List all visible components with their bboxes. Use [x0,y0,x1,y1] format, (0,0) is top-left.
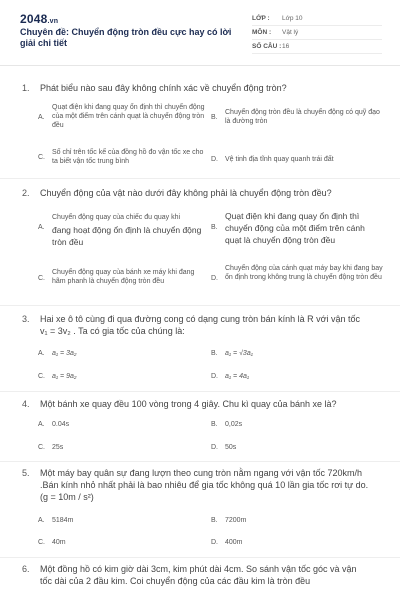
question-number: 3. [22,314,30,324]
option-5d[interactable] [211,538,381,550]
meta-key: SỐ CÂU : [252,43,282,50]
question-number: 2. [22,188,30,198]
option-text: a₁ = 4a₁ [225,373,250,380]
option-letter: D. [211,156,218,163]
option-letter: C. [38,154,45,161]
question-number: 6. [22,564,30,574]
option-letter: B. [211,421,218,428]
option-text: Chuyển động quay của bánh xe máy khi đang hãm phanh là chuyển động tròn đều [52,269,195,285]
question-5 [22,467,380,503]
question-divider [0,391,400,392]
document-header [0,0,400,66]
option-text: 400m [225,539,243,546]
option-letter: C. [38,275,45,282]
option-letter: D. [211,275,218,282]
question-6 [22,563,380,587]
option-text: 25s [52,444,64,451]
question-text-cont: .Bán kính nhỏ nhất phải là bao nhiêu để gia tốc không quá 10 lần gia tốc rơi tự do. [40,480,369,490]
option-letter: A. [38,517,45,524]
question-stem: Một bánh xe quay đều 100 vòng trong 4 giây. Chu kì quay của bánh xe là? [40,399,337,409]
question-text [22,563,380,575]
question-stem: Một máy bay quân sự đang lượn theo cung tròn nằm ngang với vận tốc 720km/h [40,468,363,478]
meta-key: MÔN : [252,29,272,36]
option-5a[interactable] [38,516,208,528]
question-4 [22,398,380,410]
question-divider [0,305,400,306]
option-letter: A. [38,114,45,121]
option-4c[interactable] [38,443,208,455]
option-2c[interactable] [38,268,208,290]
option-3d[interactable] [211,372,381,384]
option-1a[interactable] [38,103,208,133]
option-text: Số chỉ trên tốc kế của đồng hồ đo vận tốc xe cho ta biết vận tốc trung bình [52,149,204,165]
option-letter: B. [211,517,218,524]
question-stem: Hai xe ô tô cùng đi qua đường cong có dạng cung tròn bán kính là R với vận tốc [40,314,361,324]
option-4a[interactable] [38,420,208,432]
option-text: 0,02s [225,421,243,428]
option-text: Chuyển động tròn đều là chuyển động có quỹ đạo là đường tròn [225,109,380,125]
option-text: 50s [225,444,237,451]
logo-suffix: .vn [47,18,59,25]
option-text: Vệ tinh địa tĩnh quay quanh trái đất [225,156,334,163]
option-letter: C. [38,539,45,546]
question-divider [0,557,400,558]
option-2b[interactable] [211,210,383,248]
option-2d[interactable] [211,264,383,294]
meta-row-subject [252,26,382,40]
option-4d[interactable] [211,443,381,455]
option-3a[interactable] [38,349,208,361]
option-text: Quạt điện khi đang quay ổn định thì chuyển động của một điểm trên cánh quạt là chuyển động tròn đều [52,104,205,129]
option-3c[interactable] [38,372,208,384]
option-5c[interactable] [38,538,208,550]
option-text: a₁ = √3a₁ [225,350,253,357]
question-number: 1. [22,83,30,93]
option-4b[interactable] [211,420,381,432]
question-stem: Một đồng hồ có kim giờ dài 3cm, kim phút dài 4cm. So sánh vận tốc góc và vận [40,564,357,574]
question-text [22,467,380,479]
option-letter: A. [38,350,45,357]
question-divider [0,178,400,179]
question-2 [22,187,380,199]
meta-row-count [252,40,382,54]
question-stem: Phát biểu nào sau đây không chính xác về chuyển động tròn? [40,83,287,93]
question-text-cont: tốc dài của 2 đầu kim. Coi chuyển động của các đầu kim là tròn đều [40,576,311,586]
option-3b[interactable] [211,349,381,361]
option-text: a₁ = 3a₂ [52,350,77,357]
question-text [22,187,380,199]
option-1c[interactable] [38,148,208,170]
option-2a[interactable] [38,210,210,248]
option-letter: A. [38,421,45,428]
option-letter: B. [211,114,218,121]
question-text-cont: v₁ = 3v₂ . Ta có gia tốc của chúng là: [40,326,185,336]
option-letter: A. [38,224,45,231]
option-text-mixed: Chuyển động quay của chiếc đu quay khi đang hoạt động ổn định là chuyển động tròn đều [52,214,202,247]
option-letter: B. [211,350,218,357]
question-1 [22,82,380,94]
option-text: Quạt điện khi đang quay ổn định thì chuyển động của một điểm trên cánh quạt là chuyển động tròn đều [225,211,365,245]
question-text-formula: (g = 10m / s²) [40,492,94,502]
option-letter: D. [211,373,218,380]
page-title: Chuyên đề: Chuyển động tròn đều cực hay có lời giải chi tiết [20,27,232,48]
question-text [22,313,380,325]
meta-table [252,12,382,54]
meta-value: Lớp 10 [282,15,303,22]
question-text [22,398,380,410]
option-letter: D. [211,444,218,451]
option-letter: B. [211,224,218,231]
meta-value: 16 [282,43,290,50]
option-letter: C. [38,373,45,380]
option-text: 7200m [225,517,247,524]
option-text: Chuyển động của cánh quạt máy bay khi đang bay ổn định trong không trung là chuyển động tròn đều [225,265,383,281]
question-number: 5. [22,468,30,478]
option-text: 5184m [52,517,74,524]
meta-value: Vật lý [282,29,299,36]
option-1b[interactable] [211,108,381,130]
option-text: 40m [52,539,66,546]
site-logo[interactable] [20,12,58,26]
question-number: 4. [22,399,30,409]
meta-key: LỚP : [252,15,270,22]
option-text: a₁ = 9a₂ [52,373,77,380]
option-5b[interactable] [211,516,381,528]
question-text [22,82,380,94]
question-stem: Chuyển động của vật nào dưới đây không phải là chuyển động tròn đều? [40,188,332,198]
question-3 [22,313,380,337]
option-1d[interactable] [211,155,381,167]
option-letter: C. [38,444,45,451]
meta-row-class [252,12,382,26]
question-divider [0,461,400,462]
option-letter: D. [211,539,218,546]
logo-main: 2048 [20,12,48,26]
option-text: 0.04s [52,421,70,428]
